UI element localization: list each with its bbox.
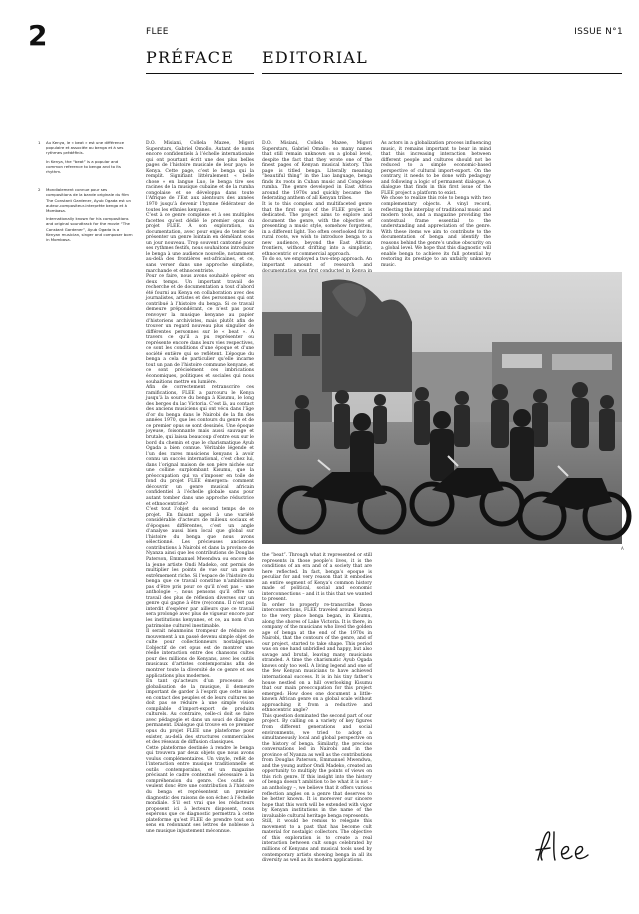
photo-caption-mark: A bbox=[621, 546, 624, 551]
editorial-column-2 bbox=[381, 141, 491, 269]
preface-paragraph: En tant qu’acteurs d’un processus de globalisation de la musique, il demeure important de garder à l’esprit que cette mise en contact des peuples et de leurs cultures ne doit pas se réduire à une simple vision compilable d’import-export de produits culturels. Au contraire, celle-ci doit se faire avec pédagogie et dans un souci de dialogue permanent. Dialogue qui trouve en ce premier opus du projet FLEE une plateforme pour exister, au-delà des structures commerciales et des réseaux de diffusion classiques. bbox=[146, 679, 254, 746]
preface-title: PRÉFACE bbox=[146, 48, 235, 67]
preface-paragraph: Pour ce faire, nous avons souhaité opérer en deux temps. Un important travail de recherche et de documentation a tout d’abord été fourni au Kenya en collaboration avec des journalistes, artistes et des personnes qui ont contribué à l’histoire du benga. Si ce travail demeure prépondérant, ce n’est pas pour renvoyer la musique kenyane au papier d’historiens archivistes, mais plutôt afin de trouver un regard nouveau plus singulier de différentes personnes sur le « beat ». À travers ce qu’il a pu représenter ou représente encore dans leurs vies respectives, ce sont les conditions d’une époque et d’une société entière qui se reflètent. L’époque du benga a cela de particulier qu’elle incarne tout un pan de l’histoire commune kenyane, et ce sont précisément ces imbrications économiques, politiques et sociales qui nous souhaitions mettre en lumière. bbox=[146, 274, 254, 385]
editorial-title: EDITORIAL bbox=[262, 48, 368, 67]
footnotes bbox=[38, 140, 134, 255]
preface-paragraph: C’est à ce genre complexe et à ses multiples facettes qu’est dédié le premier opus du projet FLEE. À son exploration, sa documentation, avec pour enjeu de tenter de présenter un genre lointain en démêlant sous un jour nouveau. Trop souvent cantonné pour ses rythmes festifs, nous souhaitons introduire le benga à une audience nouvelle, notamment au-delà des frontières est-africaines, et ce, sans verser dans une approche simpliste, marchande et ethnocentriste. bbox=[146, 213, 254, 274]
page-number: 2 bbox=[28, 19, 48, 52]
footnote-text-en: In Kenya, the “beat” is a popular and common reference to benga and to its rhythm. bbox=[46, 158, 121, 175]
footnote bbox=[38, 140, 134, 177]
magazine-name: FLEE bbox=[146, 27, 169, 37]
editorial-paragraph: the “beat”. Through what it represented or still represents in those people’s lives, it is the conditions of an era and of a society that are here reflected. In fact, benga’s epoque is peculiar for and very reason that it embodies an entire segment of Kenya’s common history made of political, social and economic interconnections – and it is this that we wanted to present. bbox=[262, 553, 372, 603]
footnote bbox=[38, 187, 134, 245]
preface-paragraph: Cette plateforme destinée à rendre le benga qui trouvera par deux objets que nous avons voulus complémentaires. Un vinyle, reflét de l’interaction entre musique traditionnelle et outils contemporains, et un magazine précisant le cadre contextuel nécessaire à la compréhension du genre. Ces outils se veulent donc être une contribution à l’histoire du benga et représentent un premier diagnostic des raisons de son échec à l’échelle mondiale. S’il est vrai que les rédacteurs proposent ici à lecteurs disposent, nous espérons que ce diagnostic permettra à cette plateforme qu’est FLEE de prendre tout son sens en redonnant ses lettres de noblesse à une musique injustement méconnue. bbox=[146, 745, 254, 834]
editorial-column-bottom bbox=[262, 553, 372, 899]
flee-signature bbox=[532, 826, 602, 866]
footnote-text-fr: Mondialement connue pour ses compositions de la bande originale du film The Constant Gardener, Ayub Ogada est un auteur-compositeur-interprète benga et à Mombasa. bbox=[46, 187, 131, 214]
editorial-paragraph: Still, it would be remiss to relegate this movement to a past that has become cult material for nostalgic collectors. The objective of this exploration is to create a real interaction between cult songs celebrated by millions of Kenyans and musical tools used by contemporary artists showing benga in all its diversity as well as its modern applications. bbox=[262, 819, 372, 864]
footnote-number: 1 bbox=[38, 140, 41, 145]
preface-paragraph: Afin de correctement retranscrire ces ramifications, FLEE a parcouru le Kenya jusqu’à la source du benga à Kisumu, le long des berges du lac Victoria. C’est là, au contact des anciens musiciens qui ont vécu dans l’âge d’or du benga dans le Nairobi de la fin des années 1970, que les contours du genre et de ce premier opus se sont dessinés. Une époque joyeuse, foisonnante mais aussi sauvage et brutale, qui laissa beaucoup d’entre eux sur le bord du chemin et que le charismatique Ayub Ogada a bien connue. Véritable légende et l’un des rares musiciens kenyans à avoir connu un succès international, c’est chez lui, dans l’orignal maison de son père nichée sur une colline surplombant Kisumu, que la préoccupation qui va s’imposer en toile de fond du projet FLEE émergera: comment découvrir un genre musical africain confidentiel à l’échelle globale sans pour autant tomber dans une approche réductrice et ethnocentriste? bbox=[146, 385, 254, 507]
preface-paragraph: C’est tout l’objet du second temps de ce projet. En faisant appel à une variété considérable d’acteurs de milieux sociaux et d’époques différentes, c’est un angle d’analyse aussi bien local que global sur l’histoire du benga que nous avons sélectionné. Les précieuses anciennes contributions à Nairobi et dans la province de Nyanza ainsi que les contributions de Douglas Paterson, Emmanuel Mwendwa ou encore de la jeune artiste Ondi Madeko, ont permis de multiplier les points de vue sur un genre extrêmement riche. Si l’espace de l’histoire du benga que ce travail constitue n’ambitionne pas d’être pris pour ce qu’il n’est pas – une anthologie –, nous pensons qu’il offre un travail des plus de réflexion diverses sur un genre qui gagne à être (re)connu. Il n’est pas interdit d’espérer par ailleurs que ce travail sera prolongé avec plus de vigueur encore par les institutions kenyanes, et ce, au nom d’un patrimoine culturel inestimable. bbox=[146, 507, 254, 629]
editorial-title-rule bbox=[262, 73, 622, 74]
footnote-number: 2 bbox=[38, 187, 41, 193]
editorial-paragraph: D.O. Misiani, Collela Mazee, Migori Superstars, Gabriel Omollo: so many names that still remain unknown on a global level, despite the fact that they wrote one of the finest pages of Kenyan musical history. This page is titled benga. Literally meaning “beautiful thing” in the Luo language, benga finds its roots in Cuban music and Congolese rumba. The genre developed in East Africa around the 1970s and quickly became the federating anthem of all Kenyan tribes. bbox=[262, 141, 372, 202]
motorcycle-riders-photo bbox=[262, 272, 622, 544]
editorial-paragraph: In order to properly re-transcribe those interconnections, FLEE traveled around Kenya to the very place benga began, in Kisumu, along the shores of Lake Victoria. It is there, in company of the musicians who lived the golden age of benga at the end of the 1970s in Nairobi, that the contours of the genre, and of our project, started to take shape. This period was on one hand unbridled and happy, but also savage and brutal, leaving many musicians stranded. A time the charismatic Ayub Ogada knows only too well. A living legend and one of the few Kenyan musicians to have achieved international success. It is in his tiny father’s house nestled on a hill overlooking Kisumu that our main preoccupation for this project emerged: How does one document a little-known African genre on a global scale without approaching it from a reductive and ethnocentric angle? bbox=[262, 602, 372, 714]
editorial-paragraph: It is to this complex and multifaceted genre that the first opus of the FLEE project is dedicated. The project aims to explore and document the genre, with the objective of presenting a music style, somehow forgotten, in a different light. Too often overlooked for its rural roots, we wish to introduce benga to a new audience, beyond the East African frontiers, without drifting into a simplistic, ethnocentric or commercial approach. bbox=[262, 202, 372, 257]
footnote-text-fr: Au Kenya, le « beat » est une différence populaire et associée au benga et à ses rythmes prédéfinis. bbox=[46, 140, 124, 156]
editorial-column-1 bbox=[262, 141, 372, 269]
preface-body bbox=[146, 141, 254, 899]
editorial-paragraph: As actors in a globalization process influencing music, it remains important to bear in mind that this increasing interaction between different people and cultures should not be reduced to a simple economic-based perspective of cultural import-export. On the contrary, it needs to be done with pedagogy and following a logic of permanent dialogue. A dialogue that finds in this first issue of the FLEE project a platform to exist. bbox=[381, 141, 491, 196]
issue-number: ISSUE N°1 bbox=[574, 27, 623, 37]
editorial-paragraph: This question dominated the second part of our project. By calling on a variety of key figures from different generations and social environments, we tried to adopt a simultaneously local and global perspective on the history of benga. Similarly, the precious conversations led in Nairobi and in the province of Nyanza as well as the contributions from Douglas Paterson, Emmanuel Mwendwa, and the young author Ondi Madeko, created an opportunity to multiply the points of views on this rich genre. If this insight into the history of benga doesn’t ambition to be what it is not – an anthology –, we believe that it offers various reflection angles on a genre that deserves to be better known. It is moreover our sincere hope that this work will be extended with vigor by Kenyan institutions in the name of the invaluable cultural heritage benga represents. bbox=[262, 713, 372, 819]
editorial-paragraph: We chose to realize this role to benga with two complementary objects. A vinyl record, reflecting the interplay of traditional music and modern tools, and a magazine providing the contextual frame essential to the understanding and appreciation of the genre. With these items we aim to contribute to the documentation of benga and identify the reasons behind the genre’s undue obscurity on a global level. We hope that this diagnostic will enable benga to achieve its full potential by restoring its prestige to an unfairly unknown music. bbox=[381, 196, 491, 269]
preface-paragraph: D.O. Misiani, Collela Mazee, Migori Superstars, Gabriel Omollo. Autant de noms encore confidentiels à l’échelle internationale qui ont pourtant écrit une des plus belles pages de l’histoire musicale de leur pays: le Kenya. Cette page, c’est le benga qui la remplit. Signifiant littéralement « belle chose » en langue Luo, le benga tire ses racines de la musique cubaine et de la rumba congolaise et se développa dans toute l’Afrique de l’Est aux alentours des années 1970 jusqu’à devenir l’hymne fédérateur de toutes les ethnies kenyanes. bbox=[146, 141, 254, 213]
preface-title-rule bbox=[146, 73, 254, 74]
editorial-paragraph: To do so, we employed a two-step approach. An important amount of research and bbox=[262, 257, 372, 269]
preface-paragraph: Il serait néanmoins trompeur de réduire ce mouvement à un passé devenu simple objet de culte pour collectionneurs nostalgiques. L’objectif de cet opus est de montrer une réelle interaction entre des chansons cultes pour des millions de Kenyans, avec les outils musicaux d’artistes contemporains afin de montrer toute la diversité de ce genre et ses applications plus modernes. bbox=[146, 629, 254, 679]
footnote-text-en: Internationally known for his compositions and original soundtrack for the movie “The Constant Gardener”, Ayub Ogada is a Kenyan musician, singer and composer born in Mombasa. bbox=[46, 216, 133, 243]
